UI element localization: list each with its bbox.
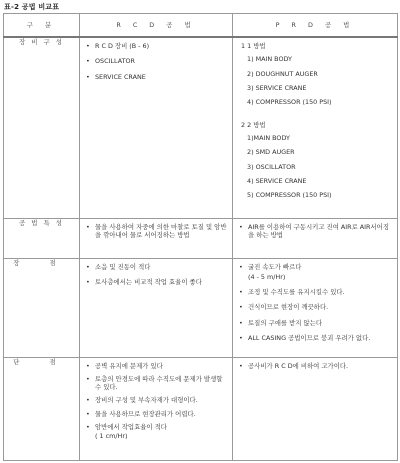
- bullet-icon: •: [239, 288, 243, 297]
- list-item: 3) OSCILLATOR: [247, 162, 296, 171]
- bullet-icon: •: [239, 303, 243, 312]
- cell-equipment-rcd: [80, 37, 233, 218]
- bullet-icon: •: [239, 334, 243, 343]
- bullet-icon: •: [239, 361, 243, 370]
- list-item: ( 1 cm/Hr): [95, 432, 128, 441]
- row-pros: [4, 258, 398, 357]
- list-item: • SERVICE CRANE: [86, 72, 146, 81]
- bullet-icon: •: [86, 277, 90, 286]
- cell-cons-prd: [233, 357, 398, 460]
- bullet-icon: •: [86, 42, 90, 50]
- list-item: 2) DOUGHNUT AUGER: [247, 69, 318, 78]
- cell-pros-prd: [233, 258, 398, 357]
- list-item: • 소음 및 진동이 적다: [86, 262, 151, 271]
- list-item: (4 - 5 m/Hr): [248, 272, 286, 281]
- header-prd: P R D 공 법: [233, 14, 398, 38]
- bullet-icon: •: [86, 72, 90, 81]
- prd-method-2-title: 2 2 방법: [241, 120, 266, 129]
- list-item: • 건식이므로 현장이 깨끗하다.: [239, 303, 329, 312]
- list-item: 3) SERVICE CRANE: [247, 83, 307, 92]
- list-item: 4) SERVICE CRANE: [247, 176, 307, 185]
- row-equipment: [4, 37, 398, 218]
- cell-pros-rcd: [80, 258, 233, 357]
- table-caption: 표-2 공법 비교표: [4, 3, 60, 11]
- cell-equipment-prd: [233, 37, 398, 218]
- list-item: • 물을 사용하므로 현장관리가 어렵다.: [86, 409, 196, 418]
- list-item: • ALL CASING 공법이므로 붕괴 우려가 없다.: [239, 334, 371, 343]
- comparison-table: [3, 13, 398, 461]
- list-item: • 공사비가 R C D에 비하여 고가이다.: [239, 361, 349, 370]
- bullet-icon: •: [239, 262, 243, 271]
- bullet-icon: •: [86, 57, 90, 66]
- bullet-icon: •: [86, 409, 90, 418]
- list-item: 5) COMPRESSOR (150 PSI): [247, 191, 332, 200]
- row-method: [4, 218, 398, 258]
- bullet-icon: •: [86, 374, 90, 383]
- bullet-icon: •: [86, 423, 90, 432]
- bullet-icon: •: [86, 396, 90, 405]
- cell-method-prd: [233, 218, 398, 258]
- row-label-method: 공 법 특 성: [4, 218, 80, 258]
- list-item: • AIR를 이용하여 구동시키고 진여 AIR로 AIR서어징을 하는 방법: [239, 222, 390, 239]
- list-item: • 장비의 구성 및 부속자재가 대형이다.: [86, 396, 198, 405]
- bullet-icon: •: [86, 361, 90, 370]
- list-item: • 토사층에서는 비교적 작업 효율이 좋다: [86, 277, 202, 286]
- row-label-pros: 장 점: [4, 258, 80, 357]
- list-item: • 토질의 구애를 받지 않는다: [239, 318, 323, 327]
- header-row: [4, 14, 398, 38]
- list-item: 2) SMD AUGER: [247, 148, 295, 157]
- list-item: • R C D 장비 (B - 6): [86, 42, 150, 50]
- cell-method-rcd: [80, 218, 233, 258]
- list-item: • 공벽 유지에 문제가 있다: [86, 361, 163, 370]
- list-item: 4) COMPRESSOR (150 PSI): [247, 98, 332, 107]
- list-item: • 암반에서 작업효율이 적다: [86, 423, 167, 432]
- header-rcd: R C D 공 법: [80, 14, 233, 38]
- row-cons: [4, 357, 398, 460]
- bullet-icon: •: [239, 222, 243, 231]
- list-item: • 굴진 속도가 빠르다: [239, 262, 302, 271]
- row-label-equipment: 장 비 구 성: [4, 37, 80, 218]
- bullet-icon: •: [86, 262, 90, 271]
- row-label-cons: 단 점: [4, 357, 80, 460]
- list-item: • OSCILLATOR: [86, 57, 135, 66]
- header-category: 구 분: [4, 14, 80, 38]
- list-item: 1)MAIN BODY: [247, 133, 290, 142]
- list-item: • 물을 사용하여 자중에 의한 마찰로 토질 및 암반을 깎아내어 물로 서어징하는 방법: [86, 222, 227, 239]
- list-item: • 조정 및 수직도를 유지시킬수 있다.: [239, 288, 345, 297]
- cell-cons-rcd: [80, 357, 233, 460]
- prd-method-1-title: 1 1 방법: [241, 42, 266, 50]
- list-item: • 토층의 안경도에 따라 수직도에 문제가 발생할 수 있다.: [86, 374, 223, 392]
- bullet-icon: •: [239, 318, 243, 327]
- list-item: 1) MAIN BODY: [247, 55, 292, 64]
- bullet-icon: •: [86, 222, 90, 231]
